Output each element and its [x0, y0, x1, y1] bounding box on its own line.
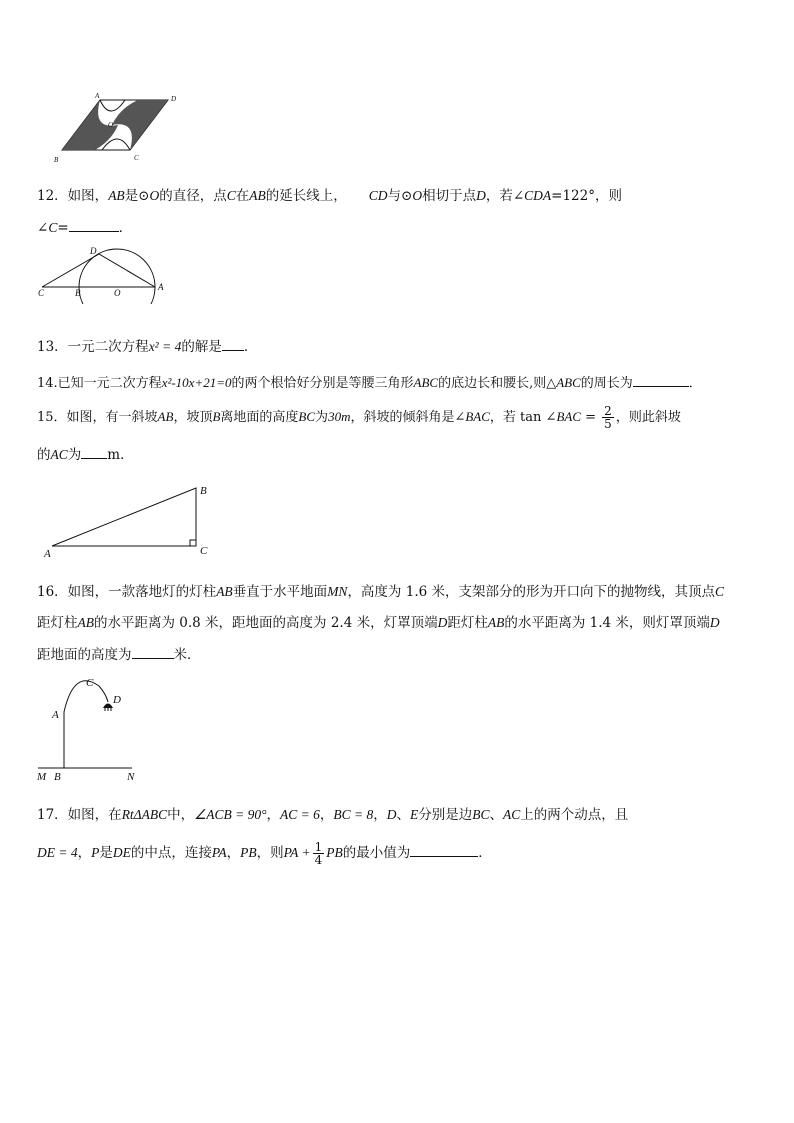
q15-bac: BAC [465, 409, 490, 424]
question-16-line-3 [37, 646, 201, 664]
q17-angle-acb: ∠ACB = 90° [194, 807, 267, 822]
q16-ab-2: AB [77, 615, 94, 630]
fig16-label-d: D [113, 694, 121, 706]
q15-fraction [602, 405, 614, 430]
q12-number: 12．如图， [37, 188, 109, 204]
q13-text-2: 的解是 [181, 339, 222, 355]
q12-text-3: 在 [235, 188, 250, 204]
q16-ab-3: AB [487, 615, 505, 630]
question-15-line-1 [37, 404, 681, 431]
fig16-label-n: N [127, 771, 135, 783]
figure-16-floor-lamp [34, 672, 154, 784]
q12-ab: AB [108, 188, 125, 203]
q12-angle-c: C [48, 220, 58, 235]
q16-mn: MN [327, 584, 348, 599]
q17-ac: AC = 6 [279, 807, 320, 822]
q12-end: ． [118, 220, 133, 236]
q15-bac-2: BAC [556, 409, 581, 424]
q12-text-7: ，若∠ [485, 188, 525, 204]
q17-text-5: ， [373, 807, 387, 823]
q13-text-1: 13．一元二次方程 [37, 339, 149, 355]
q17-fraction [313, 841, 325, 866]
q17-answer-blank[interactable] [410, 844, 478, 857]
q17-ac-2: AC [502, 807, 521, 822]
q17-text-10: ， [77, 845, 92, 861]
question-16-line-1 [37, 583, 724, 601]
q16-text-2: 垂直于水平地面 [232, 584, 328, 600]
q14-answer-blank[interactable] [633, 374, 689, 387]
q17-text-11: 是 [99, 845, 113, 861]
fig11-label-d: D [171, 95, 177, 103]
q17-frac-num: 1 [314, 840, 323, 854]
q13-answer-blank[interactable] [222, 338, 244, 351]
q14-text-3: 的底边长和腰长,则△ [438, 376, 557, 391]
question-15-line-2 [37, 446, 134, 464]
q16-text-3: ，高度为 1.6 米，支架部分的形为开口向下的抛物线，其顶点 [347, 584, 715, 600]
q13-equation: x² = 4 [148, 339, 182, 354]
q16-text-8: 距地面的高度为 [37, 647, 132, 663]
q17-pb: PB [240, 845, 257, 860]
q15-bc: BC [298, 409, 316, 424]
q15-frac-den: 5 [604, 417, 612, 431]
fig12-label-c: C [38, 288, 45, 298]
q12-cda: CDA [524, 188, 552, 203]
q17-text-12: 的中点，连接 [130, 845, 212, 861]
q12-answer-blank[interactable] [69, 219, 119, 232]
q14-end: ． [688, 376, 702, 391]
q14-text-4: 的周长为 [580, 376, 633, 391]
q16-text-9: 米． [173, 647, 201, 663]
q17-e: E [409, 807, 419, 822]
q13-end: ． [243, 339, 258, 355]
q16-text-5: 的水平距离为 0.8 米，距地面的高度为 2.4 米，灯罩顶端 [94, 615, 438, 631]
q14-text-1: 14.已知一元二次方程 [37, 376, 162, 391]
q14-abc-2: ABC [556, 375, 581, 390]
q12-text-2: 的直径，点 [159, 188, 227, 204]
q12-ab-2: AB [249, 188, 266, 203]
q17-text-8: 、 [489, 807, 503, 823]
q15-text-2: ，坡顶 [173, 410, 213, 425]
fig11-label-a: A [95, 92, 100, 100]
q15-text-1: 15．如图，有一斜坡 [37, 410, 158, 425]
q17-text-2: 中， [167, 807, 195, 823]
question-13 [37, 338, 257, 356]
q15-text-10: 为 [67, 447, 82, 463]
q16-answer-blank[interactable] [132, 646, 174, 659]
q16-ab: AB [216, 584, 233, 599]
q15-b: B [212, 409, 221, 424]
question-16-line-2 [37, 614, 720, 632]
q12-angle-sign: ∠ [37, 220, 49, 236]
fig11-label-b: B [54, 156, 59, 164]
q14-equation: x²-10x+21=0 [161, 375, 232, 390]
fig11-label-c: C [134, 154, 139, 162]
q15-ab: AB [157, 409, 174, 424]
q12-c: C [226, 188, 236, 203]
q17-expr-pa: PA + [283, 845, 311, 860]
q16-c: C [715, 584, 725, 599]
fig16-label-a: A [52, 709, 59, 721]
q15-text-7: = [581, 410, 601, 425]
q17-text-1: 17．如图，在 [37, 807, 122, 823]
q14-text-2: 的两个根恰好分别是等腰三角形 [231, 376, 414, 391]
q17-text-9: 上的两个动点，且 [520, 807, 629, 823]
q12-text-8: =122°，则 [551, 188, 622, 204]
fig11-label-o: O [108, 121, 114, 129]
fig12-label-a: A [158, 282, 164, 292]
q17-text-13: ， [226, 845, 241, 861]
fig15-label-c: C [200, 545, 208, 557]
q17-text-14: ，则 [256, 845, 284, 861]
q17-text-3: ， [266, 807, 280, 823]
q17-rt-abc: RtΔABC [121, 807, 168, 822]
fig12-label-o: O [114, 288, 121, 298]
fig15-label-b: B [200, 485, 207, 497]
fig16-label-m: M [37, 771, 47, 783]
fig12-label-d: D [90, 246, 97, 256]
q17-expr-pb: PB [326, 845, 343, 860]
q15-ac: AC [50, 447, 68, 462]
q16-text-7: 的水平距离为 1.4 米，则灯罩顶端 [504, 615, 710, 631]
figure-11-parallelogram [50, 90, 190, 170]
q15-text-6: ，若 tan ∠ [489, 410, 557, 425]
q15-text-9: 的 [37, 447, 51, 463]
q15-text-3: 离地面的高度 [220, 410, 299, 425]
fig16-label-b: B [54, 771, 61, 783]
question-12-line-1 [37, 187, 622, 205]
figure-15-slope [40, 480, 220, 560]
q17-p: P [91, 845, 100, 860]
q16-text-4: 距灯柱 [37, 615, 78, 631]
q14-abc: ABC [413, 375, 439, 390]
q12-text-5: 与⊙ [387, 188, 413, 204]
q16-text-1: 16．如图，一款落地灯的灯柱 [37, 584, 217, 600]
q15-text-5: ，斜坡的倾斜角是∠ [350, 410, 466, 425]
q12-cd: CD [368, 188, 388, 203]
q17-bc: BC = 8 [333, 807, 374, 822]
q17-text-7: 分别是边 [418, 807, 473, 823]
q15-unit: m． [107, 447, 134, 463]
q17-text-15: 的最小值为 [342, 845, 411, 861]
figure-12-circle-tangent [34, 244, 174, 304]
q12-text-6: 相切于点 [422, 188, 477, 204]
q17-de-2: DE [112, 845, 131, 860]
q12-o-2: O [412, 188, 423, 203]
q12-equals: = [57, 220, 69, 236]
q16-d: D [437, 615, 448, 630]
q15-text-4: 为 [315, 410, 329, 425]
q17-bc-2: BC [472, 807, 490, 822]
fig12-label-b: B [75, 288, 81, 298]
q12-o: O [149, 188, 160, 203]
q17-text-6: 、 [396, 807, 410, 823]
q12-d: D [476, 188, 486, 203]
q16-text-6: 距灯柱 [447, 615, 488, 631]
question-17-line-1 [37, 806, 628, 824]
q15-height: 30m [328, 409, 351, 424]
fig16-label-c: C [86, 677, 94, 689]
q17-end: ． [478, 845, 492, 861]
q12-text-4: 的延长线上， [265, 188, 347, 204]
q17-text-4: ， [319, 807, 334, 823]
q12-text-1: 是⊙ [124, 188, 150, 204]
q17-de: DE = 4 [37, 845, 78, 860]
q15-text-8: ，则此斜坡 [615, 410, 681, 425]
q17-d: D [386, 807, 397, 822]
q15-frac-num: 2 [604, 404, 612, 418]
q17-pa: PA [211, 845, 227, 860]
fig15-label-a: A [44, 548, 51, 560]
question-14 [37, 374, 702, 393]
question-17-line-2 [37, 838, 492, 868]
q17-frac-den: 4 [314, 853, 323, 867]
question-12-line-2 [37, 219, 132, 237]
q15-answer-blank[interactable] [81, 446, 107, 459]
q16-d-2: D [709, 615, 720, 630]
